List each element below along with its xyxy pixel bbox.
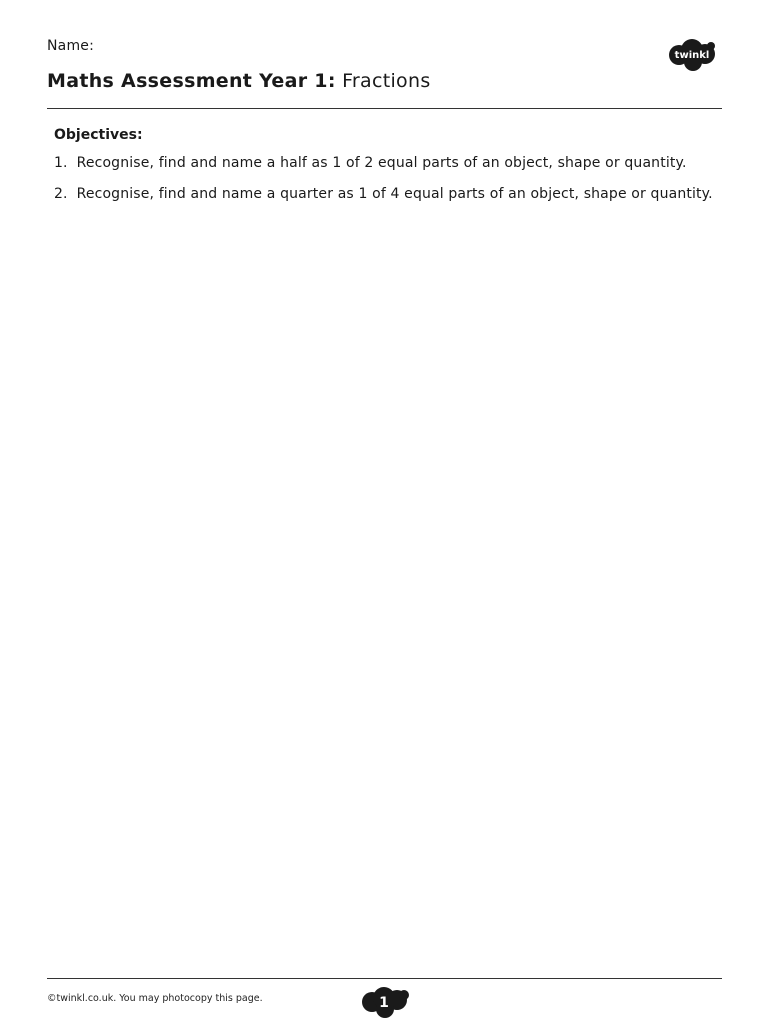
objective-item xyxy=(54,155,687,171)
twinkl-logo xyxy=(665,38,719,72)
page-title xyxy=(47,70,431,92)
copyright-notice: ©twinkl.co.uk. You may photocopy this page. xyxy=(47,993,263,1004)
name-field-label: Name: xyxy=(47,38,95,54)
objectives-heading: Objectives: xyxy=(54,127,143,143)
objective-number: 2. xyxy=(54,186,68,202)
page-number: 1 xyxy=(379,995,389,1011)
footer-divider xyxy=(47,978,722,979)
objective-number: 1. xyxy=(54,155,68,171)
title-bold-part: Maths Assessment Year 1: xyxy=(47,70,336,92)
objective-item xyxy=(54,186,713,202)
logo-text: twinkl xyxy=(674,50,710,61)
title-subject: Fractions xyxy=(342,70,431,92)
page-number-badge xyxy=(358,985,412,1019)
objective-text: Recognise, find and name a quarter as 1 of 4 equal parts of an object, shape or quantity. xyxy=(76,186,713,202)
objective-text: Recognise, find and name a half as 1 of 2 equal parts of an object, shape or quantity. xyxy=(76,155,687,171)
header-divider xyxy=(47,108,722,109)
